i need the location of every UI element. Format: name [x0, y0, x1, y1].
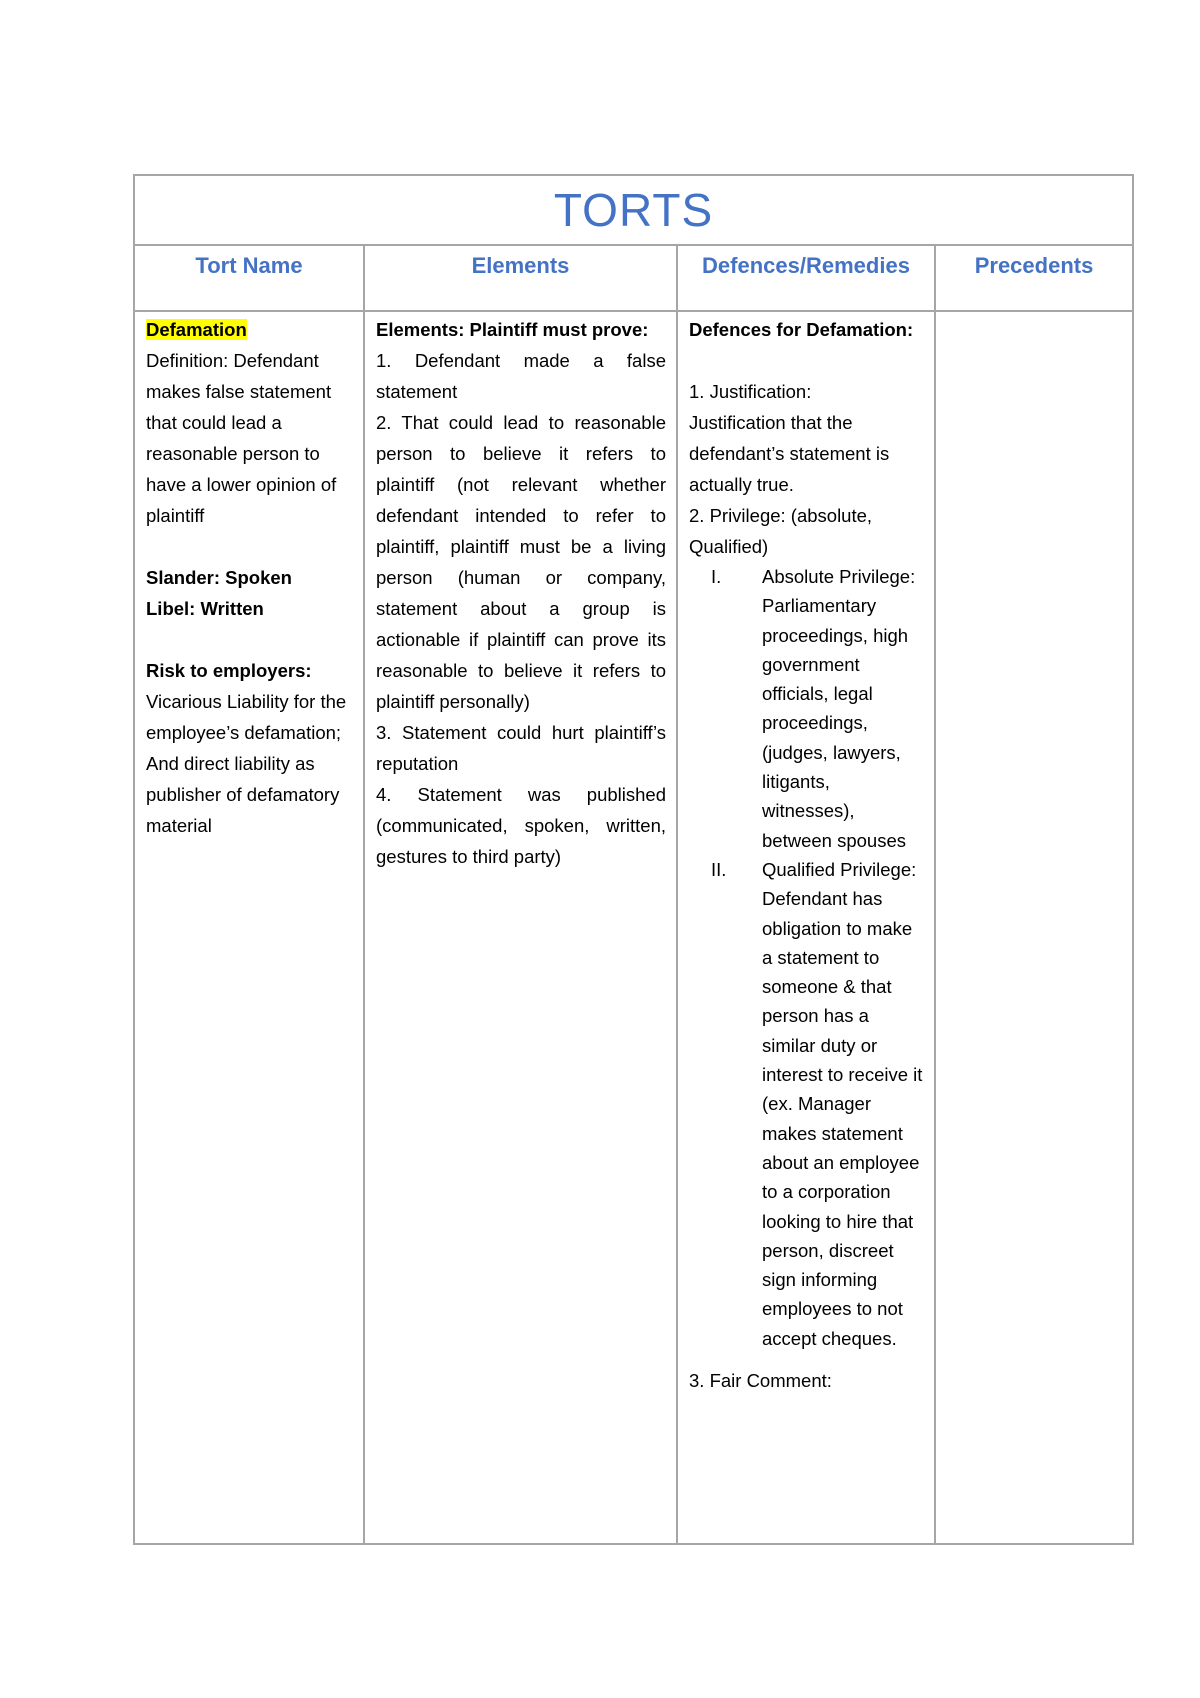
risk-heading: Risk to employers: — [146, 660, 312, 681]
justification-text: Justification that the defendant’s statement is actually true. — [689, 412, 890, 495]
privilege-item-number: II. — [711, 858, 727, 880]
privilege-item-text: Qualified Privilege: Defendant has obligation to make a statement to someone & that person has a similar duty or interest to receive it (ex. Manager makes statement about an employee to a corporation looking to hire that person, discreet sign informing employees to not accept cheques. — [762, 858, 923, 1349]
header-precedents — [935, 245, 1133, 311]
element-item-4: 4. Statement was published (communicated, spoken, written, gestures to third party) — [376, 784, 666, 867]
elements-heading: Elements: Plaintiff must prove: — [376, 319, 649, 340]
fair-comment-heading: 3. Fair Comment: — [689, 1370, 832, 1392]
header-precedents-label: Precedents — [974, 253, 1094, 278]
slander-label: Slander: Spoken — [146, 567, 292, 588]
privilege-item-absolute — [689, 562, 924, 855]
header-defences — [677, 245, 935, 311]
header-defences-label: Defences/Remedies — [702, 253, 910, 278]
header-elements — [364, 245, 677, 311]
privilege-heading: 2. Privilege: (absolute, Qualified) — [689, 505, 873, 557]
risk-direct: And direct liability as publisher of defamatory material — [146, 753, 340, 836]
header-elements-label: Elements — [471, 253, 570, 278]
libel-label: Libel: Written — [146, 598, 264, 619]
risk-vicarious: Vicarious Liability for the employee’s defamation; — [146, 691, 347, 743]
privilege-item-qualified — [689, 855, 924, 1353]
element-item-3: 3. Statement could hurt plaintiff’s reputation — [376, 722, 666, 774]
elements-cell — [364, 311, 677, 1544]
header-tort-name — [134, 245, 364, 311]
element-item-2: 2. That could lead to reasonable person to believe it refers to plaintiff (not relevant whether defendant intended to refer to plaintiff, plaintiff must be a living person (human or company, statement about a group is actionable if plaintiff can prove its reasonable to believe it refers to plaintiff personally) — [376, 412, 666, 712]
table-title: TORTS — [553, 184, 714, 236]
defences-heading: Defences for Defamation: — [689, 319, 914, 340]
tort-name-cell — [134, 311, 364, 1544]
element-item-1: 1. Defendant made a false statement — [376, 350, 666, 402]
tort-definition: Definition: Defendant makes false statement that could lead a reasonable person to have a lower opinion of plaintiff — [146, 350, 337, 526]
justification-heading: 1. Justification: — [689, 381, 812, 402]
privilege-item-text: Absolute Privilege: Parliamentary proceedings, high government officials, legal proceedings, (judges, lawyers, litigants, witnesses), between spouses — [762, 566, 916, 851]
torts-table — [133, 174, 1134, 1545]
tort-name-highlight: Defamation — [146, 319, 247, 340]
precedents-cell — [935, 311, 1133, 1544]
privilege-item-number: I. — [711, 566, 722, 587]
header-tort-name-label: Tort Name — [195, 253, 303, 278]
defences-cell — [677, 311, 935, 1544]
title-cell — [134, 175, 1133, 245]
